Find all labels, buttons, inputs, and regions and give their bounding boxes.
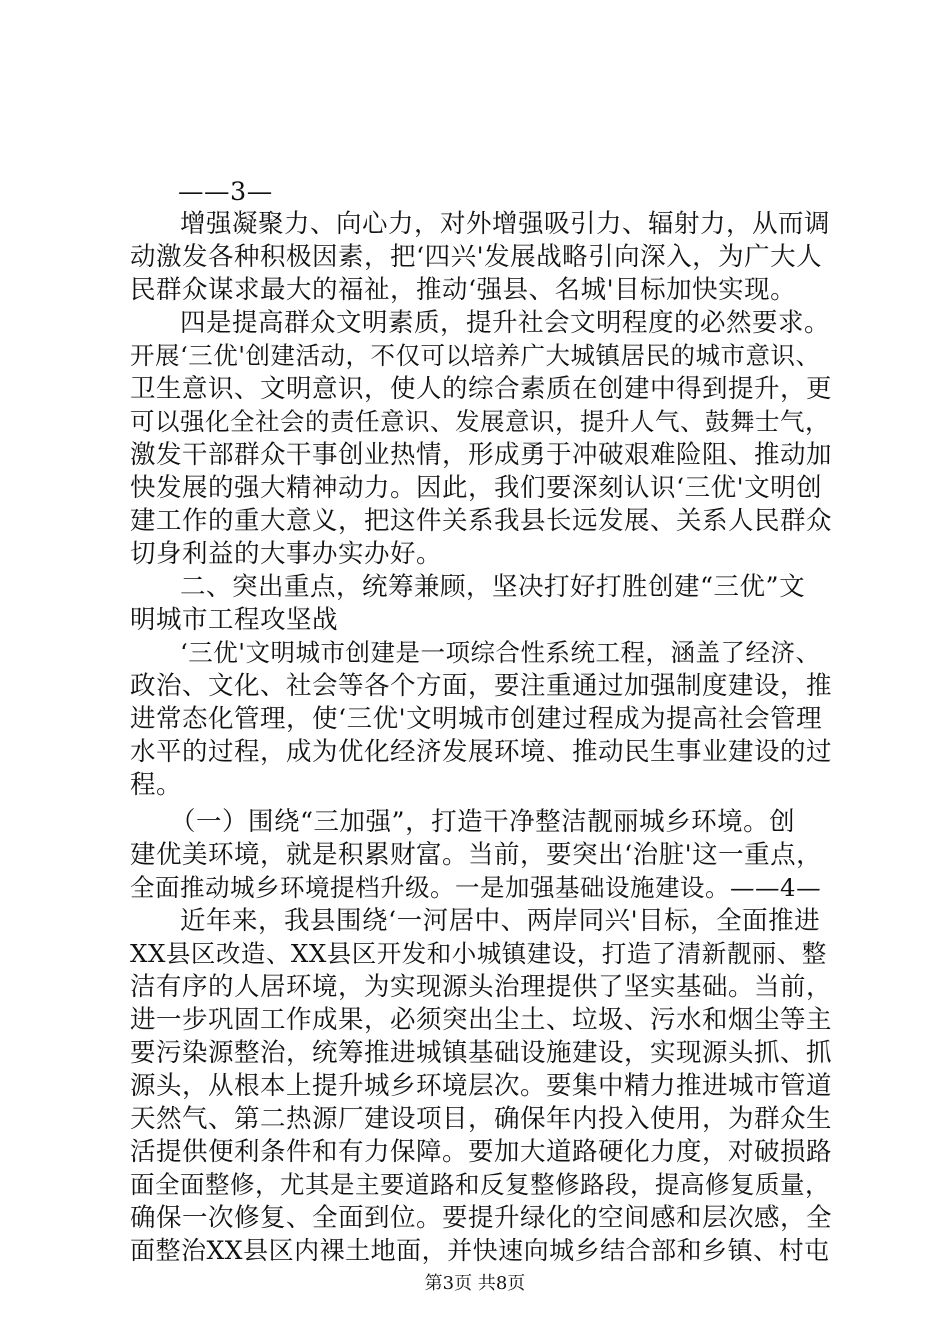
text-line: 进一步巩固工作成果，必须突出尘土、垃圾、污水和烟尘等主: [130, 1005, 833, 1035]
text-line: 建工作的重大意义，把这件关系我县长远发展、关系人民群众: [130, 506, 833, 536]
text-line: 要污染源整治，统筹推进城镇基础设施建设，实现源头抓、抓: [130, 1038, 833, 1068]
text-line: 开展‘三优'创建活动，不仅可以培养广大城镇居民的城市意识、: [130, 341, 821, 370]
text-line: 快发展的强大精神动力。因此，我们要深刻认识‘三优'文明创: [130, 473, 823, 503]
text-line: 激发干部群众干事创业热情，形成勇于冲破艰难险阻、推动加: [130, 440, 833, 470]
text-line: 民群众谋求最大的福祉，推动‘强县、名城'目标加快实现。: [130, 275, 797, 305]
text-line: 建优美环境，就是积累财富。当前，要突出‘治脏'这一重点，: [130, 840, 823, 870]
section-heading-two: 二、突出重点，统筹兼顾，坚决打好打胜创建“三优”文: [180, 572, 806, 602]
text-line: 可以强化全社会的责任意识、发展意识，提升人气、鼓舞士气，: [130, 407, 830, 436]
text-line: 近年来，我县围绕‘一河居中、两岸同兴'目标，全面推进: [180, 906, 821, 936]
text-line: 确保一次修复、全面到位。要提升绿化的空间感和层次感，全: [130, 1203, 833, 1233]
text-line: 全面推动城乡环境提档升级。一是加强基础设施建设。——4—: [130, 873, 822, 902]
text-line: 增强凝聚力、向心力，对外增强吸引力、辐射力，从而调: [180, 209, 831, 239]
text-line: 活提供便利条件和有力保障。要加大道路硬化力度，对破损路: [130, 1137, 833, 1167]
text-line: 源头，从根本上提升城乡环境层次。要集中精力推进城市管道: [130, 1071, 833, 1101]
text-line: 切身利益的大事办实办好。: [130, 539, 443, 569]
text-line: 政治、文化、社会等各个方面，要注重通过加强制度建设，推: [130, 671, 833, 701]
text-line: 进常态化管理，使‘三优'文明城市创建过程成为提高社会管理: [130, 704, 823, 734]
text-line: ‘三优'文明城市创建是一项综合性系统工程，涵盖了经济、: [180, 638, 821, 667]
text-line: 面整治XX县区内裸土地面，并快速向城乡结合部和乡镇、村屯: [130, 1236, 830, 1265]
page-marker-3: ——3—: [178, 177, 273, 207]
text-line: 洁有序的人居环境，为实现源头治理提供了坚实基础。当前，: [130, 972, 833, 1002]
text-line: 动激发各种积极因素，把‘四兴'发展战略引向深入，为广大人: [130, 242, 823, 272]
text-line: 水平的过程，成为优化经济发展环境、推动民生事业建设的过: [130, 737, 833, 767]
text-line: 面全面整修，尤其是主要道路和反复整修路段，提高修复质量，: [130, 1170, 830, 1199]
text-line: 程。: [130, 770, 183, 800]
text-line: 卫生意识、文明意识，使人的综合素质在创建中得到提升，更: [130, 374, 833, 404]
page-footer: 第3页 共8页: [424, 1273, 526, 1294]
text-line: 天然气、第二热源厂建设项目，确保年内投入使用，为群众生: [130, 1104, 833, 1134]
subsection-heading-one: （一）围绕“三加强”，打造干净整洁靓丽城乡环境。创: [170, 807, 796, 837]
paragraph-four: 四是提高群众文明素质，提升社会文明程度的必然要求。: [180, 308, 831, 338]
section-heading-two-cont: 明城市工程攻坚战: [130, 605, 339, 635]
text-line: XX县区改造、XX县区开发和小城镇建设，打造了清新靓丽、整: [130, 939, 827, 968]
